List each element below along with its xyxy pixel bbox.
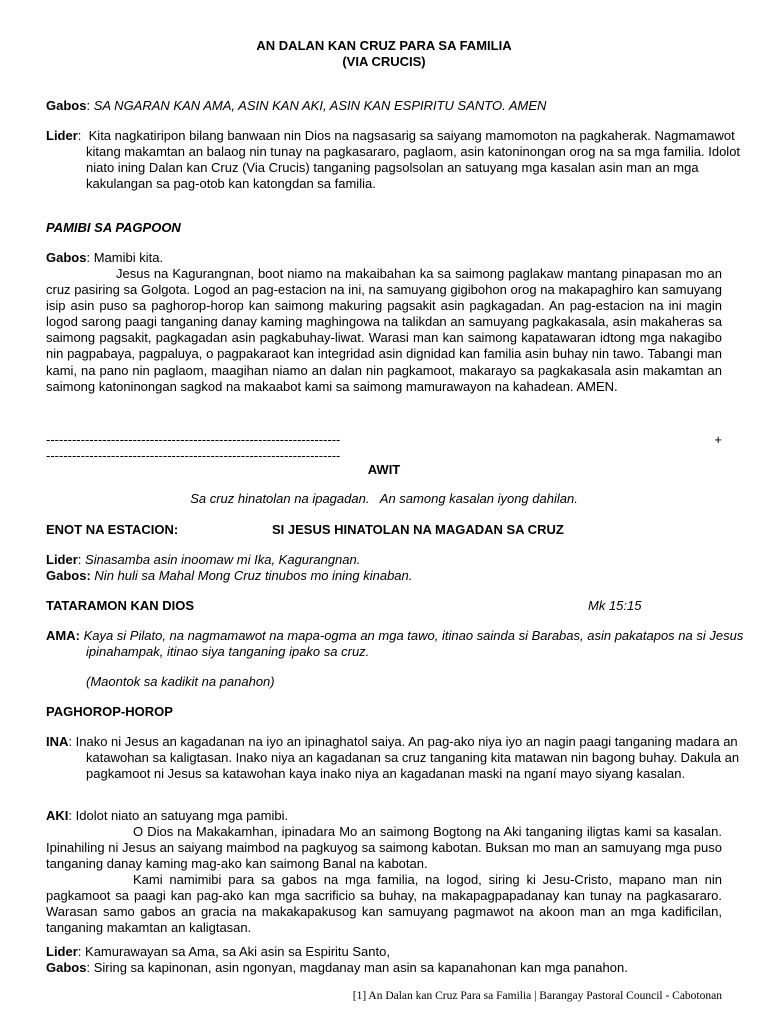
pamibi-lead: Gabos: Mamibi kita. — [46, 250, 164, 265]
speaker-ina: INA — [46, 734, 69, 749]
pamibi-lead-text: Mamibi kita. — [93, 250, 164, 265]
speaker-lider: Lider — [46, 128, 78, 143]
speaker-gabos: Gabos — [46, 250, 87, 265]
closing-gabos-text: Siring sa kapinonan, asin ngonyan, magdanay man asin sa kapanahonan kan mga panahon. — [93, 960, 628, 976]
paghorop-heading: PAGHOROP-HOROP — [46, 704, 173, 719]
aki-prayer-1: O Dios na Makakamhan, ipinadara Mo an saimong Bogtong na Aki tanganing iligtas kami sa kasalan. Ipinahiling ni Jesus an saiyang maimbod na pagkuyog sa saimong kabotan. Buksan mo man an samuyang mga puso tanganing danay kaming mag-ako kan saimong Banal na kabotan. — [46, 824, 722, 872]
speaker-gabos: Gabos: — [46, 568, 91, 584]
station-response: Lider: Sinasamba asin inoomaw mi Ika, Kagurangnan. Gabos: Nin huli sa Mahal Mong Cruz tinubos mo ining kinaban. — [46, 552, 413, 584]
title-line-2: (VIA CRUCIS) — [342, 54, 426, 69]
ina-reflection: INA: Inako ni Jesus an kagadanan na iyo an ipinaghatol saiya. An pag-ako niya iyo an nagin paagi tanganing madara an katawohan sa kaligtasan. Inako niya an kagadanan sa cruz tanganing kita matawan nin bagong buhay. Dakula an pagkamoot ni Jesus sa katawohan kaya inako niya an kagadanan maski na nganí mayo siyang kasalan. — [46, 734, 740, 782]
title-line-1: AN DALAN KAN CRUZ PARA SA FAMILIA — [256, 38, 512, 53]
separator-line-1: -------------------------------------------------------------------- — [46, 432, 341, 447]
speaker-lider: Lider — [46, 944, 78, 959]
scripture-text: Kaya si Pilato, na nagmamawot na mapa-ogma an mga tawo, itinao sainda si Barabas, asin pakatapos na si Jesus ipinahampak, itinao siya tanganing ipako sa cruz. — [83, 628, 744, 660]
tataramon-heading: TATARAMON KAN DIOS — [46, 598, 195, 613]
speaker-lider: Lider — [46, 552, 78, 567]
speaker-ama: AMA: — [46, 628, 80, 643]
station-title: SI JESUS HINATOLAN NA MAGADAN SA CRUZ — [272, 522, 564, 537]
station-lider-text: Sinasamba asin inoomaw mi Ika, Kagurangnan. — [85, 552, 361, 567]
tataramon-heading-row — [46, 598, 722, 614]
awit-heading: AWIT — [367, 462, 401, 477]
speaker-gabos: Gabos — [46, 98, 87, 113]
scripture-reading — [46, 628, 762, 660]
speaker-gabos: Gabos — [46, 960, 87, 976]
station-label: ENOT NA ESTACION: — [46, 522, 179, 537]
separator — [46, 432, 722, 464]
closing-doxology: Lider: Kamurawayan sa Ama, sa Aki asin sa Espiritu Santo, Gabos: Siring sa kapinonan, asin ngonyan, magdanay man asin sa kapanahonan kan mga panahon. — [46, 944, 628, 976]
lider-intro: Lider: Kita nagkatiripon bilang banwaan nin Dios na nagsasarig sa saiyang mamomoton na pagkaherak. Nagmamawot kitang makamtan an balaog nin tunay na pagkasararo, paglaom, asin katoninongan orog na sa mga familia. Idolot niato ining Dalan kan Cruz (Via Crucis) tanganing pagsolsolan an satuyang mga kasalan asin man an mga kakulangan sa pag-otob kan katongdan sa familia. — [46, 128, 741, 192]
pamibi-heading: PAMIBI SA PAGPOON — [46, 220, 181, 235]
awit-text: Sa cruz hinatolan na ipagadan. An samong kasalan iyong dahilan. — [190, 491, 578, 506]
document-title — [46, 38, 722, 70]
separator-plus: + — [714, 432, 722, 447]
page-footer: [1] An Dalan kan Cruz Para sa Familia | Barangay Pastoral Council - Cabotonan — [352, 990, 722, 1002]
lider-intro-text: Kita nagkatiripon bilang banwaan nin Dios na nagsasarig sa saiyang mamomoton na pagkaherak. Nagmamawot kitang makamtan an balaog nin tunay na pagkasararo, paglaom, asin katoninongan orog na sa mga familia. Idolot niato ining Dalan kan Cruz (Via Crucis) tanganing pagsolsolan an satuyang mga kasalan asin man an mga kakulangan sa pag-otob kan katongdan sa familia. — [86, 128, 741, 192]
scripture-reference: Mk 15:15 — [588, 598, 642, 613]
pamibi-text: Jesus na Kagurangnan, boot niamo na makaibahan ka sa saimong paglakaw mantang pinapasan mo an cruz pasiring sa Golgota. Logod an pag-estacion na ini, na samuyang gigibohon orog na makapaghiro kan samuyang isip asin puso sa paghorop-horop kan saimong makuring pagsakit asin pagkagadan. An pag-estacion na ini magin logod sarong paagi tanganing danay kaming maghingowa na talikdan an samuyang pagkakasala, asin makaheras sa saimong pagsakit, pagkagadan asin pagkabuhay-liwat. Warasi man kan saimong kapatawaran idtong mga nakagibo nin pagpabaya, pagpaluya, o pagpakaraot kan integridad asin dignidad kan familia asin buhay nin tawo. Tabangi man kami, na pano nin paglaom, maagihan niamo an dalan nin pagkamoot, makarayo sa pagkakasala asin makamtan an saimong katoninongan sagkod na makaabot kami sa saimong mamurawayon na kahadean. AMEN. — [46, 266, 722, 394]
closing-lider-text: Kamurawayan sa Ama, sa Aki asin sa Espiritu Santo, — [85, 944, 390, 959]
aki-lead: AKI: Idolot niato an satuyang mga pamibi. — [46, 808, 289, 823]
aki-lead-text: Idolot niato an satuyang mga pamibi. — [75, 808, 289, 823]
station-heading — [46, 522, 722, 538]
separator-line-2: -------------------------------------------------------------------- — [46, 448, 341, 464]
silence-note: (Maontok sa kadikit na panahon) — [86, 674, 275, 689]
aki-prayer-2: Kami namimibi para sa gabos na mga familia, na logod, siring ki Jesu-Cristo, mapano man nin pagkamoot sa paagi kan pag-ako kan mga sacrificio sa buhay, na makapagpapadanay kan tunay na pagkasararo. Warasan samo gabos an gracia na makakapakusog kan samuyang pagmawot na akoon man an mga kadificilan, tanganing makamtan an kaligtasan. — [46, 872, 722, 936]
station-gabos-text: Nin huli sa Mahal Mong Cruz tinubos mo ining kinaban. — [94, 568, 413, 584]
opening-text: SA NGARAN KAN AMA, ASIN KAN AKI, ASIN KAN ESPIRITU SANTO. AMEN — [93, 98, 547, 113]
opening-prayer: Gabos: SA NGARAN KAN AMA, ASIN KAN AKI, ASIN KAN ESPIRITU SANTO. AMEN — [46, 98, 547, 113]
speaker-aki: AKI — [46, 808, 69, 823]
ina-text: Inako ni Jesus an kagadanan na iyo an ipinaghatol saiya. An pag-ako niya iyo an nagin paagi tanganing madara an katawohan sa kaligtasan. Inako niya an kagadanan sa cruz tanganing kita matawan nin bagong buhay. Dakula an pagkamoot ni Jesus sa katawohan kaya inako niya an kagadanan maski na nganí mayo siyang kasalan. — [75, 734, 740, 782]
